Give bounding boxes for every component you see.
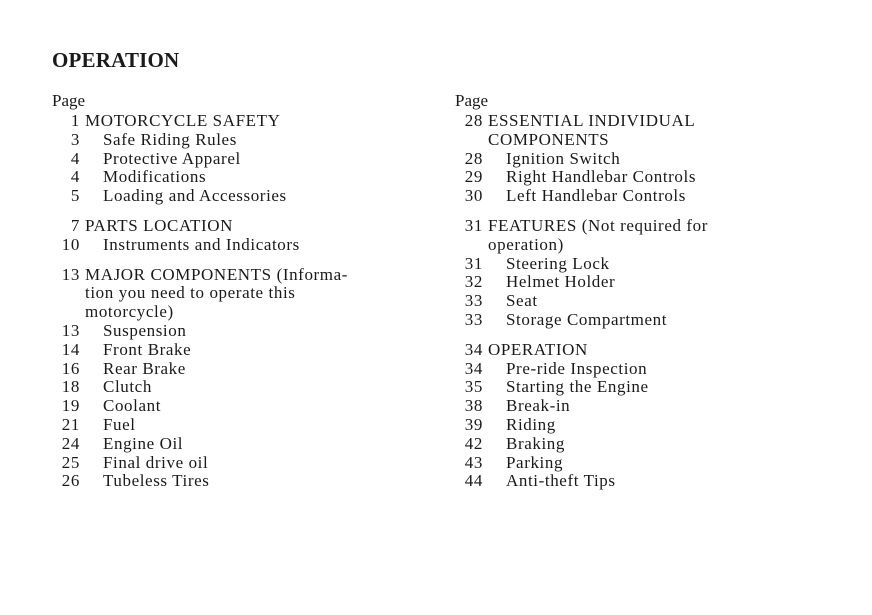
toc-entry	[52, 150, 348, 169]
entry-label: Storage Compartment	[506, 309, 668, 329]
entry-page-number: 32	[464, 272, 483, 292]
toc-section-heading	[52, 266, 348, 285]
entry-page-number: 3	[70, 129, 80, 149]
toc-entry	[455, 150, 708, 169]
toc-entry	[455, 187, 708, 206]
entry-label: Pre-ride Inspection	[506, 358, 648, 378]
entry-page-number: 24	[61, 433, 80, 453]
section-page-number: 13	[61, 264, 80, 284]
section-page-number: 28	[464, 111, 483, 130]
entry-label: Clutch	[103, 377, 152, 397]
toc-section	[455, 112, 708, 206]
toc-section-heading	[52, 112, 348, 131]
entry-page-number: 44	[464, 471, 483, 491]
section-title-continued: motorcycle)	[85, 302, 174, 322]
entry-label: Starting the Engine	[506, 377, 649, 397]
toc-section-heading	[455, 112, 708, 131]
toc-entry	[52, 341, 348, 360]
toc-entry	[52, 397, 348, 416]
page-column-header: Page	[455, 91, 489, 110]
section-page-number: 31	[464, 215, 483, 235]
toc-entry	[455, 454, 708, 473]
entry-page-number: 34	[464, 358, 483, 378]
entry-label: Protective Apparel	[103, 148, 241, 168]
entry-page-number: 16	[61, 358, 80, 378]
toc-sections	[52, 112, 348, 491]
toc-column-right	[455, 91, 708, 502]
section-title: ESSENTIAL INDIVIDUAL	[488, 111, 696, 130]
entry-page-number: 10	[61, 234, 80, 254]
entry-page-number: 35	[464, 377, 483, 397]
entry-label: Riding	[506, 414, 556, 434]
toc-section-heading	[455, 236, 708, 255]
entry-label: Engine Oil	[103, 433, 184, 453]
entry-page-number: 31	[464, 253, 483, 273]
toc-section-heading	[52, 217, 348, 236]
entry-page-number: 4	[70, 167, 80, 187]
entry-label: Break-in	[506, 396, 571, 416]
entry-page-number: 38	[464, 396, 483, 416]
section-title: OPERATION	[488, 339, 588, 359]
toc-entry	[52, 416, 348, 435]
entry-label: Safe Riding Rules	[103, 129, 237, 149]
entry-page-number: 14	[61, 339, 80, 359]
toc-section-heading	[455, 341, 708, 360]
toc-entry	[52, 236, 348, 255]
section-page-number: 7	[70, 215, 80, 235]
section-title-continued: tion you need to operate this	[85, 283, 296, 303]
entry-label: Modifications	[103, 167, 207, 187]
entry-page-number: 13	[61, 320, 80, 340]
entry-page-number: 43	[464, 452, 483, 472]
page-title: OPERATION	[52, 48, 180, 72]
toc-entry	[455, 435, 708, 454]
entry-label: Left Handlebar Controls	[506, 186, 686, 206]
toc-entry	[52, 322, 348, 341]
entry-page-number: 33	[464, 291, 483, 311]
entry-page-number: 29	[464, 167, 483, 187]
toc-entry	[455, 273, 708, 292]
entry-label: Final drive oil	[103, 452, 209, 472]
entry-page-number: 42	[464, 433, 483, 453]
toc-entry	[455, 292, 708, 311]
toc-section	[52, 112, 348, 206]
entry-label: Suspension	[103, 320, 187, 340]
toc-section	[52, 217, 348, 255]
entry-label: Loading and Accessories	[103, 186, 287, 206]
entry-label: Right Handlebar Controls	[506, 167, 697, 187]
section-title: PARTS LOCATION	[85, 215, 233, 235]
toc-entry	[455, 397, 708, 416]
entry-label: Fuel	[103, 414, 136, 434]
toc-entry	[52, 168, 348, 187]
toc-entry	[52, 378, 348, 397]
entry-page-number: 33	[464, 309, 483, 329]
toc-column-left	[52, 91, 348, 502]
toc-section-heading	[52, 284, 348, 303]
entry-page-number: 5	[70, 186, 80, 206]
entry-page-number: 21	[61, 414, 80, 434]
section-title: MAJOR COMPONENTS (Informa-	[85, 264, 349, 284]
section-page-number: 34	[464, 339, 483, 359]
toc-section	[455, 217, 708, 330]
entry-label: Coolant	[103, 396, 162, 416]
toc-section	[455, 341, 708, 491]
entry-label: Seat	[506, 291, 538, 311]
toc-entry	[455, 255, 708, 274]
toc-entry	[455, 472, 708, 491]
entry-page-number: 4	[70, 148, 80, 168]
toc-entry	[52, 454, 348, 473]
toc-entry	[52, 472, 348, 491]
entry-label: Instruments and Indicators	[103, 234, 300, 254]
entry-page-number: 28	[464, 148, 483, 168]
section-title-continued: operation)	[488, 234, 564, 254]
toc-entry	[52, 360, 348, 379]
entry-label: Anti-theft Tips	[506, 471, 616, 491]
toc-entry	[455, 360, 708, 379]
entry-label: Rear Brake	[103, 358, 186, 378]
section-page-number: 1	[70, 111, 80, 130]
entry-label: Ignition Switch	[506, 148, 621, 168]
toc-entry	[52, 435, 348, 454]
entry-label: Helmet Holder	[506, 272, 616, 292]
entry-page-number: 30	[464, 186, 483, 206]
page-column-header: Page	[52, 91, 86, 110]
toc-section-heading	[455, 131, 708, 150]
toc-section-heading	[52, 303, 348, 322]
entry-page-number: 39	[464, 414, 483, 434]
entry-page-number: 18	[61, 377, 80, 397]
entry-label: Steering Lock	[506, 253, 610, 273]
toc-section	[52, 266, 348, 492]
toc-entry	[52, 187, 348, 206]
entry-label: Front Brake	[103, 339, 192, 359]
toc-section-heading	[455, 217, 708, 236]
entry-page-number: 25	[61, 452, 80, 472]
entry-page-number: 19	[61, 396, 80, 416]
toc-entry	[455, 311, 708, 330]
toc-entry	[455, 168, 708, 187]
toc-entry	[52, 131, 348, 150]
toc-entry	[455, 378, 708, 397]
entry-label: Tubeless Tires	[103, 471, 210, 491]
section-title: FEATURES (Not required for	[488, 215, 709, 235]
toc-sections	[455, 112, 708, 491]
section-title-continued: COMPONENTS	[488, 129, 610, 149]
entry-label: Parking	[506, 452, 564, 472]
entry-page-number: 26	[61, 471, 80, 491]
section-title: MOTORCYCLE SAFETY	[85, 111, 281, 130]
entry-label: Braking	[506, 433, 565, 453]
toc-entry	[455, 416, 708, 435]
